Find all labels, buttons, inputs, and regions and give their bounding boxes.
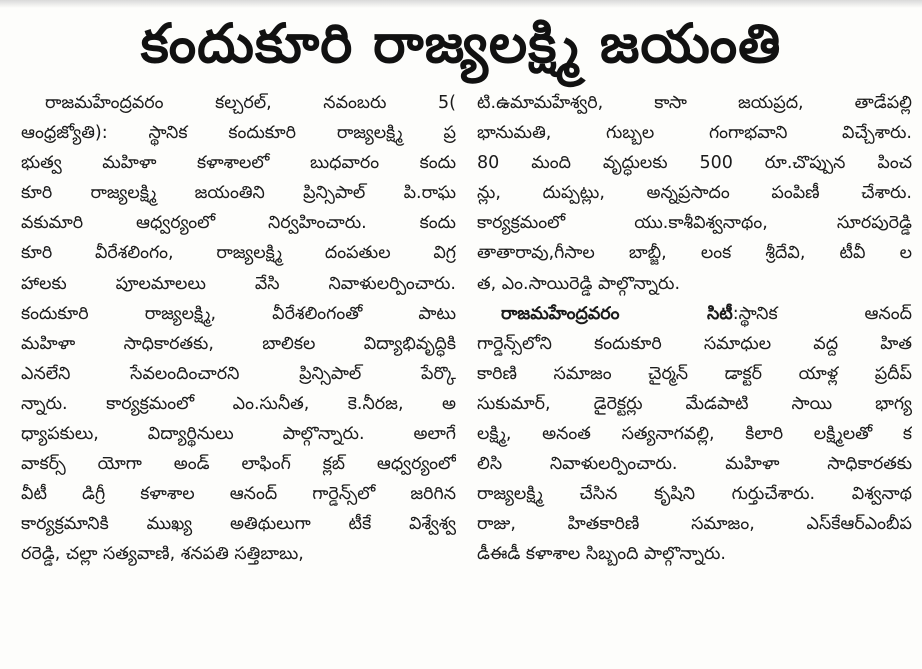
article-line: హాలకు పూలమాలలు వేసి నివాళులర్పించారు. [21,273,456,294]
article-line: సుకుమార్, డైరెక్టర్లు మేడపాటి సాయి భాగ్య [477,393,912,414]
article-line-rest: :స్థానిక ఆనంద్ [732,303,912,324]
article-line: గార్డెన్స్‌లోని కందుకూరి సమాధుల వద్ద హిత [477,333,912,354]
article-line: కూరి రాజ్యలక్ష్మి జయంతిని ప్రిన్సిపాల్ పి.రాఘ [21,183,456,204]
article-line: వాకర్స్ యోగా అండ్ లాఫింగ్ క్లబ్ ఆధ్వర్యంలో [21,454,456,475]
article-line: లక్ష్మి, అనంత సత్యనాగవల్లి, కిలారి లక్ష్మిలతో క [477,424,912,445]
article-line: కార్యక్రమానికి ముఖ్య అతిథులుగా టీకే విశ్వేశ్వ [21,514,456,535]
article-line: కూరి వీరేశలింగం, రాజ్యలక్ష్మి దంపతుల విగ్ర [21,243,456,264]
article-line: మహిళా సాధికారతకు, బాలికల విద్యాభివృద్ధికి [21,333,456,354]
article-line: కార్యక్రమంలో యు.కాశీవిశ్వనాథం, సూరపురెడ్డి [477,213,912,234]
article-line: 80 మంది వృద్ధులకు 500 రూ.చొప్పున పించ [477,153,912,174]
article-line: డీఈడీ కళాశాల సిబ్బంది పాల్గొన్నారు. [477,544,726,565]
right-column [477,88,912,570]
city-dateline: రాజమహేంద్రవరం సిటీ [501,303,733,324]
article-line: న్నారు. కార్యక్రమంలో ఎం.సునీత, కె.నీరజ, అ [21,393,456,414]
article-line: టి.ఉమామహేశ్వరి, కాసా జయప్రద, తాడేపల్లి [477,93,912,113]
article-line: న్లు, దుప్పట్లు, అన్నప్రసాదం పంపిణీ చేశారు. [477,183,912,204]
article-line: రాజమహేంద్రవరం కల్చరల్, నవంబరు 5( [45,93,456,113]
article-line: ఆంధ్రజ్యోతి): స్థానిక కందుకూరి రాజ్యలక్ష్మి ప్ర [21,123,456,144]
article-line: రాజ్యలక్ష్మి చేసిన కృషిని గుర్తుచేశారు. విశ్వనాథ [477,484,912,505]
article-line: తాతారావు,గీసాల బాబ్జీ, లంక శ్రీదేవి, టీవీ ల [477,243,912,264]
article-line: కందుకూరి రాజ్యలక్ష్మి, వీరేశలింగంతో పాటు [21,303,456,324]
cropped-next-line [0,659,922,669]
article-line: ఎనలేని సేవలందించారని ప్రిన్సిపాల్ పేర్కొ [21,363,456,384]
article-line: వకుమారి ఆధ్వర్యంలో నిర్వహించారు. కందు [21,213,456,234]
left-column [21,88,456,570]
article-line: భుత్వ మహిళా కళాశాలలో బుధవారం కందు [21,153,456,174]
article-line: భానుమతి, గుబ్బల గంగాభవాని విచ్చేశారు. [477,123,912,144]
article-headline: కందుకూరి రాజ్యలక్ష్మి జయంతి [140,12,782,75]
dateline-paragraph-start [477,299,912,329]
article-line: లిసి నివాళులర్పించారు. మహిళా సాధికారతకు [477,454,912,475]
article-line: వీటీ డిగ్రీ కళాశాల ఆనంద్ గార్డెన్స్‌లో జరిగిన [21,484,456,505]
article-line: కారిణి సమాజం చైర్మన్ డాక్టర్ యాళ్ల ప్రదీప్ [477,363,912,384]
article-line: రాజు, హితకారిణి సమాజం, ఎస్‌కేఆర్‌ఎంబీప [477,514,912,535]
article-line: ధ్యాపకులు, విద్యార్థినులు పాల్గొన్నారు. అలాగే [21,424,456,445]
article-line: త, ఎం.సాయిరెడ్డి పాల్గొన్నారు. [477,273,681,294]
article-line: రరెడ్డి, చల్లా సత్యవాణి, శనపతి సత్తిబాబు, [21,544,304,565]
